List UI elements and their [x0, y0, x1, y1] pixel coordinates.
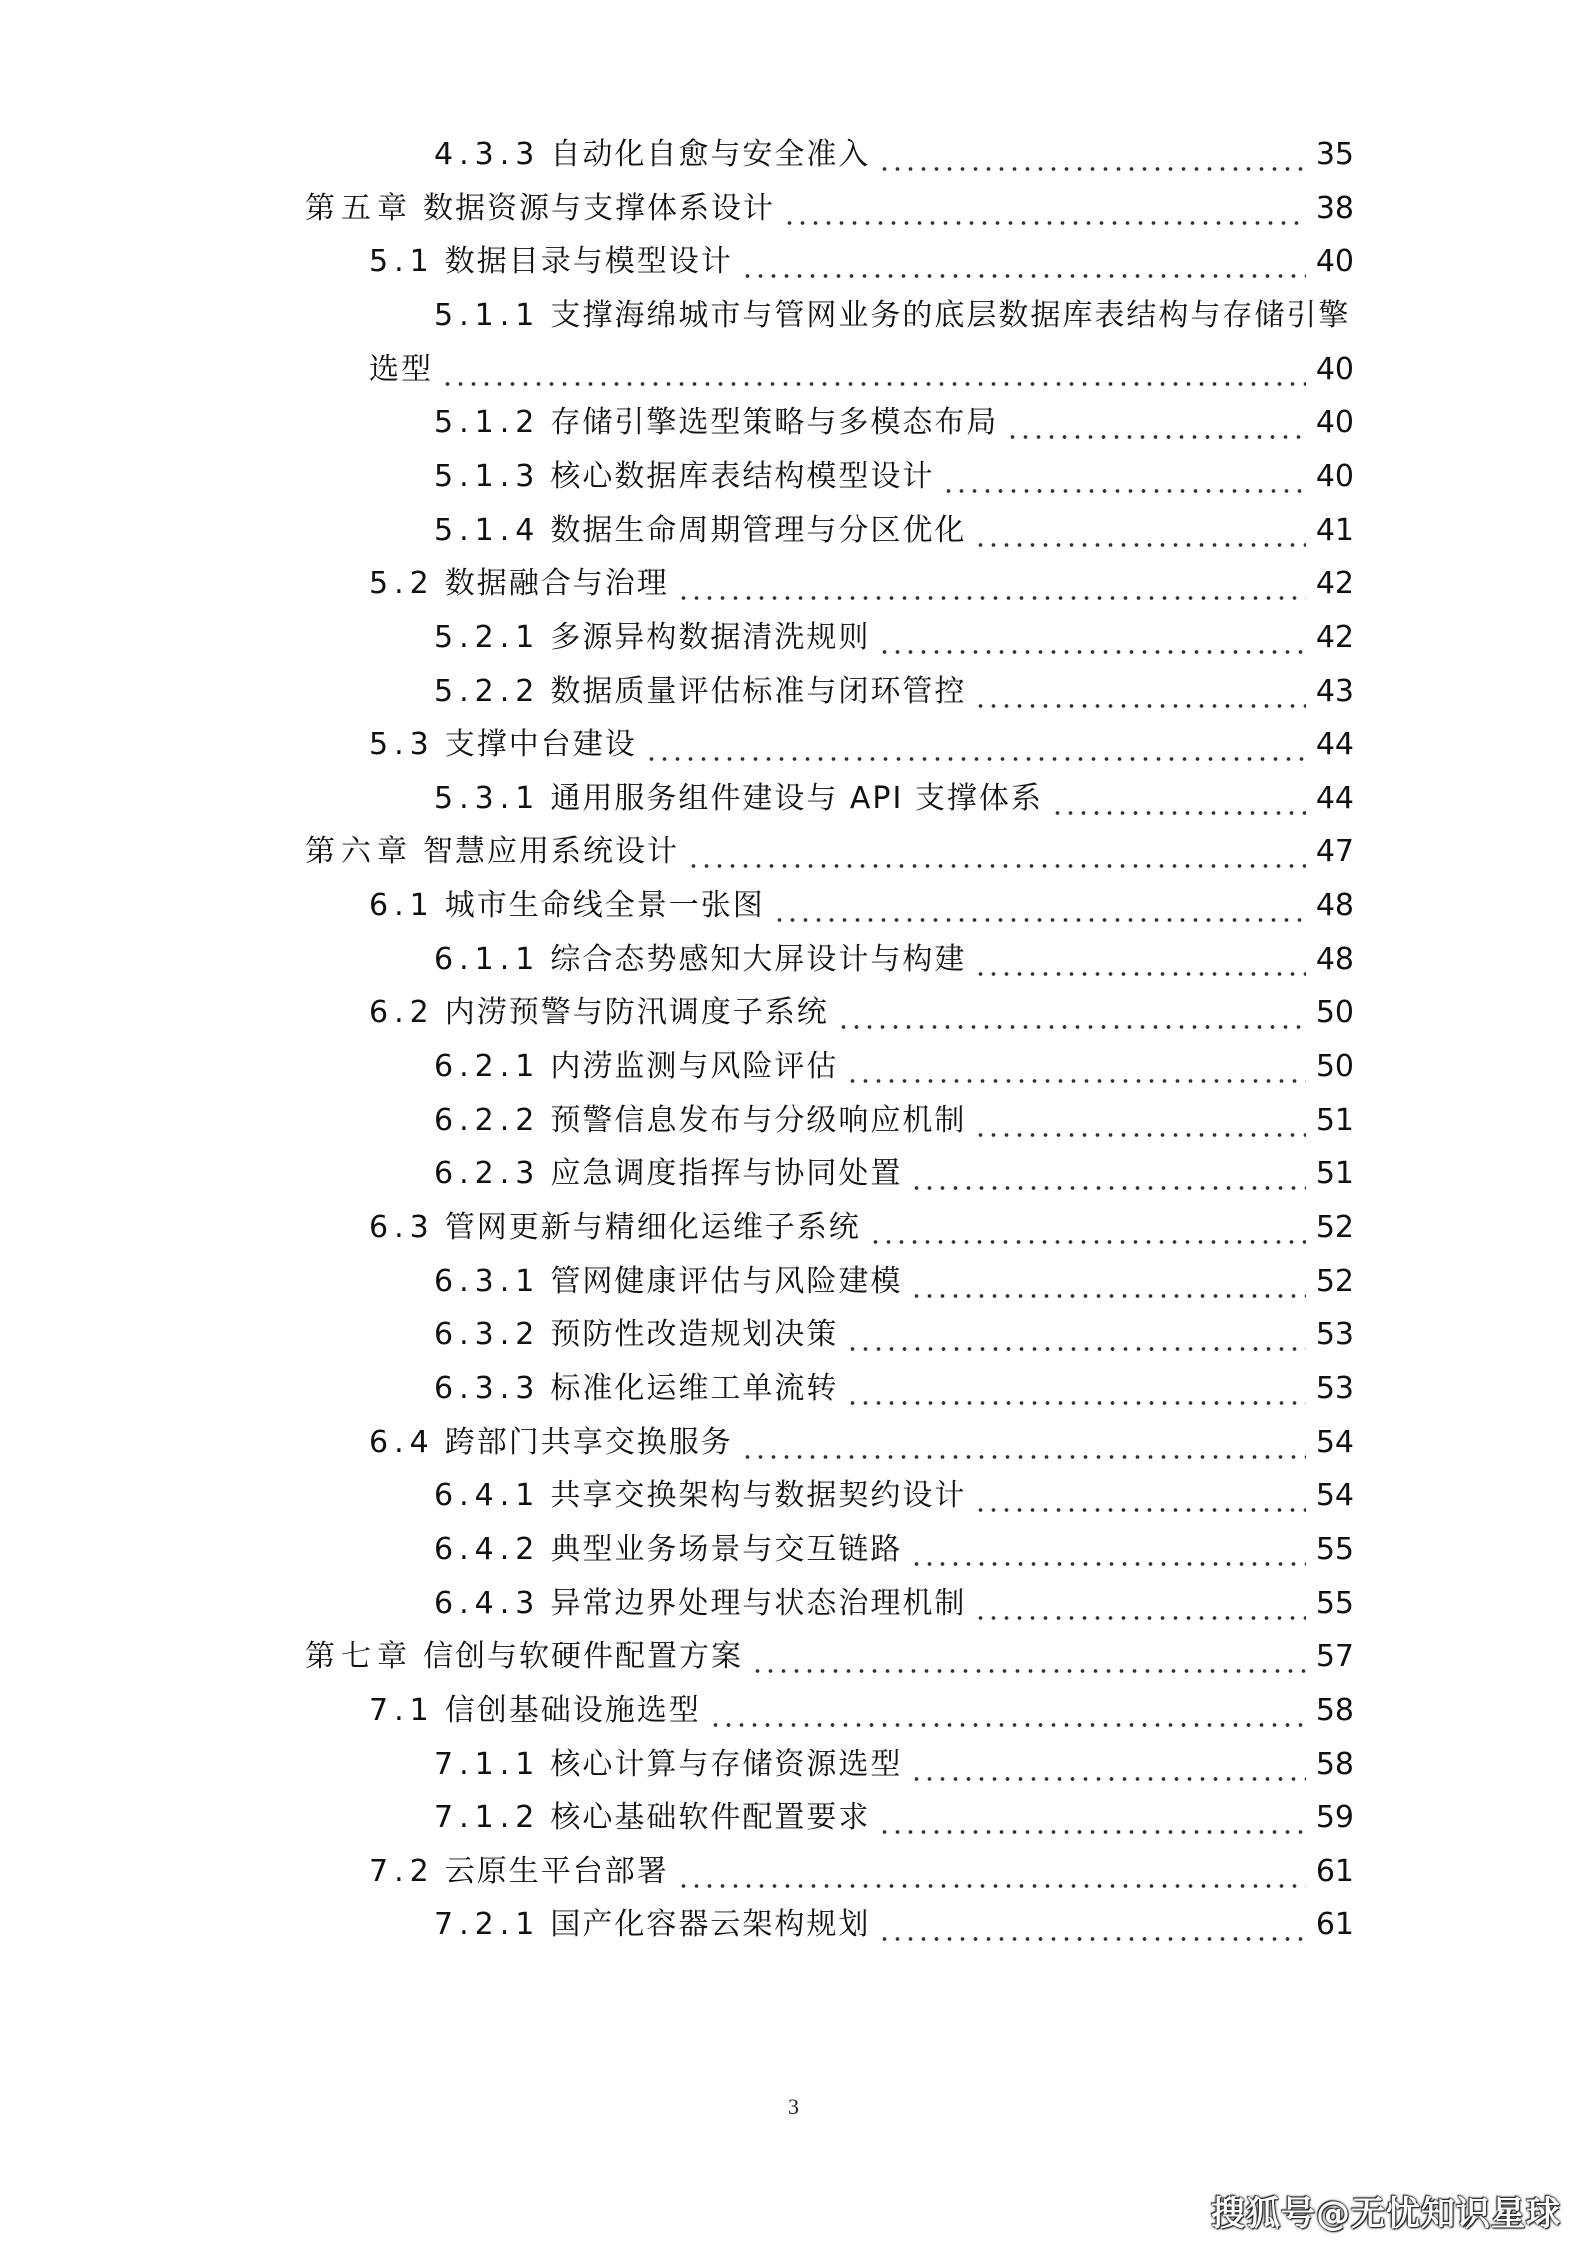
- toc-dot-leader: [878, 128, 1305, 182]
- toc-entry-number: 6.3.2: [434, 1317, 541, 1353]
- toc-dot-leader: [878, 1898, 1305, 1952]
- toc-entry-number: 5.1.3: [434, 458, 541, 494]
- toc-entry-title: 城市生命线全景一张图: [444, 888, 765, 924]
- toc-entry-number: 6.2.2: [434, 1102, 541, 1138]
- toc-dot-leader: [709, 1684, 1306, 1738]
- toc-entry[interactable]: [0, 128, 1587, 182]
- toc-entry-page: 41: [1315, 512, 1354, 548]
- toc-entry-line: [369, 1684, 1354, 1738]
- toc-entry[interactable]: [0, 1362, 1587, 1416]
- toc-entry-title: 智慧应用系统设计: [423, 834, 679, 870]
- toc-entry-title: 核心基础软件配置要求: [550, 1800, 871, 1836]
- toc-entry-number: 5.1.4: [434, 512, 541, 548]
- toc-dot-leader: [677, 557, 1306, 611]
- toc-entry-title: 自动化自愈与安全准入: [550, 137, 871, 172]
- toc-dot-leader: [942, 450, 1305, 504]
- toc-entry[interactable]: [0, 1094, 1587, 1148]
- toc-entry[interactable]: [0, 1255, 1587, 1309]
- toc-entry-line: [434, 396, 1354, 450]
- toc-entry-title: 管网健康评估与风险建模: [550, 1263, 903, 1299]
- toc-entry[interactable]: [0, 1523, 1587, 1577]
- toc-entry[interactable]: [0, 1738, 1587, 1792]
- toc-entry-number: 6.4.1: [434, 1478, 541, 1514]
- toc-entry[interactable]: [0, 718, 1587, 772]
- toc-entry-line: [434, 665, 1354, 719]
- toc-entry-line: [434, 1094, 1354, 1148]
- toc-entry-line: [434, 1738, 1354, 1792]
- toc-entry-line: [369, 718, 1354, 772]
- toc-entry-page: 40: [1315, 405, 1354, 441]
- toc-dot-leader: [741, 1416, 1306, 1470]
- toc-dot-leader: [974, 665, 1305, 719]
- toc-entry-number: 5.1.1: [434, 297, 541, 333]
- toc-entry-title: 云原生平台部署: [444, 1853, 669, 1889]
- toc-entry-number: 6.2: [369, 995, 435, 1031]
- toc-entry-page: 35: [1315, 137, 1354, 172]
- toc-entry-number: 7.2.1: [434, 1907, 541, 1943]
- toc-entry-line: [305, 825, 1354, 879]
- toc-dot-leader: [687, 825, 1306, 879]
- toc-entry-page: 55: [1315, 1585, 1354, 1621]
- toc-entry-title: 数据生命周期管理与分区优化: [550, 512, 967, 548]
- toc-entry-line: [434, 128, 1354, 182]
- toc-entry-page: 61: [1315, 1907, 1354, 1943]
- toc-entry-line: [369, 1201, 1354, 1255]
- toc-entry-line: [434, 1040, 1354, 1094]
- toc-entry[interactable]: [0, 557, 1587, 611]
- toc-entry-line: [369, 986, 1354, 1040]
- toc-entry-title: 标准化运维工单流转: [550, 1370, 839, 1406]
- toc-entry[interactable]: [0, 1684, 1587, 1738]
- toc-entry-title: 预防性改造规划决策: [550, 1317, 839, 1353]
- toc-entry-line: [434, 772, 1354, 826]
- toc-entry-line: [434, 504, 1354, 558]
- toc-entry-page: 53: [1315, 1317, 1354, 1353]
- toc-entry-title: 数据质量评估标准与闭环管控: [550, 673, 967, 709]
- toc-entry-line: [369, 1416, 1354, 1470]
- toc-entry-number: 6.1.1: [434, 941, 541, 977]
- toc-entry-page: 42: [1315, 566, 1354, 602]
- toc-dot-leader: [878, 611, 1305, 665]
- toc-entry[interactable]: [0, 1308, 1587, 1362]
- toc-dot-leader: [910, 1255, 1305, 1309]
- toc-entry-title: 存储引擎选型策略与多模态布局: [550, 405, 999, 441]
- toc-entry-number: 6.2.1: [434, 1049, 541, 1085]
- toc-entry[interactable]: [0, 879, 1587, 933]
- toc-entry-page: 44: [1315, 780, 1354, 816]
- toc-dot-leader: [441, 343, 1306, 397]
- toc-dot-leader: [846, 1308, 1305, 1362]
- toc-entry[interactable]: [0, 1469, 1587, 1523]
- toc-entry-title: 多源异构数据清洗规则: [550, 619, 871, 655]
- toc-entry[interactable]: [0, 504, 1587, 558]
- toc-entry-page: 38: [1315, 190, 1354, 226]
- toc-entry-title: 通用服务组件建设与 API 支撑体系: [550, 780, 1043, 816]
- toc-entry-page: 53: [1315, 1370, 1354, 1406]
- toc-entry[interactable]: [0, 1577, 1587, 1631]
- toc-entry-page: 42: [1315, 619, 1354, 655]
- toc-entry-page: 57: [1315, 1639, 1354, 1675]
- watermark: 搜狐号@无忧知识星球: [1211, 2194, 1561, 2234]
- toc-dot-leader: [974, 1577, 1305, 1631]
- toc-entry-number: 7.1.2: [434, 1800, 541, 1836]
- toc-entry-line: [434, 933, 1354, 987]
- toc-dot-leader: [869, 1201, 1306, 1255]
- toc-entry-number: 6.2.3: [434, 1156, 541, 1192]
- toc-entry-number: 6.4.2: [434, 1531, 541, 1567]
- toc-entry-title: 支撑中台建设: [444, 727, 637, 763]
- toc-entry[interactable]: [0, 1898, 1587, 1952]
- toc-dot-leader: [846, 1040, 1305, 1094]
- toc-entry-number: 5.2.1: [434, 619, 541, 655]
- toc-entry[interactable]: [0, 1845, 1587, 1899]
- toc-entry-line: [434, 450, 1354, 504]
- toc-entry-title: 典型业务场景与交互链路: [550, 1531, 903, 1567]
- toc-entry-page: 55: [1315, 1531, 1354, 1567]
- toc-dot-leader: [1006, 396, 1305, 450]
- toc-dot-leader: [773, 879, 1306, 933]
- toc-entry[interactable]: [0, 665, 1587, 719]
- toc-entry-title: 信创基础设施选型: [444, 1692, 701, 1728]
- toc-dot-leader: [846, 1362, 1305, 1416]
- toc-entry-line: [434, 1308, 1354, 1362]
- toc-dot-leader: [910, 1147, 1305, 1201]
- toc-entry[interactable]: [0, 772, 1587, 826]
- toc-entry-number: 6.3: [369, 1210, 435, 1245]
- toc-entry-line: [434, 1469, 1354, 1523]
- toc-entry-title: 数据资源与支撑体系设计: [423, 190, 775, 226]
- toc-dot-leader: [974, 933, 1305, 987]
- toc-entry-number: 4.3.3: [434, 137, 541, 172]
- toc-entry-page: 48: [1315, 888, 1354, 924]
- toc-entry-number: 第五章: [305, 190, 413, 226]
- toc-dot-leader: [974, 504, 1305, 558]
- toc-dot-leader: [974, 1094, 1305, 1148]
- toc-dot-leader: [878, 1791, 1305, 1845]
- toc-entry-line: [305, 1630, 1354, 1684]
- toc-entry-line: [434, 1523, 1354, 1577]
- toc-entry[interactable]: [0, 396, 1587, 450]
- toc-entry-number: 5.1.2: [434, 405, 541, 441]
- toc-entry-line: [369, 235, 1354, 289]
- toc-entry[interactable]: [0, 611, 1587, 665]
- toc-entry-title: 核心数据库表结构模型设计: [550, 458, 935, 494]
- toc-entry-page: 44: [1315, 727, 1354, 763]
- toc-entry[interactable]: [0, 1147, 1587, 1201]
- toc-entry-page: 50: [1315, 995, 1354, 1031]
- toc-entry-line: [369, 1845, 1354, 1899]
- toc-entry-title: 共享交换架构与数据契约设计: [550, 1478, 967, 1514]
- toc-entry-page: 51: [1315, 1156, 1354, 1192]
- toc-entry-page: 52: [1315, 1210, 1354, 1245]
- toc-dot-leader: [910, 1523, 1305, 1577]
- toc-entry-title: 异常边界处理与状态治理机制: [550, 1585, 967, 1621]
- toc-entry[interactable]: [0, 933, 1587, 987]
- toc-entry-page: 61: [1315, 1853, 1354, 1889]
- page-number: 3: [788, 2094, 799, 2119]
- toc-entry-page: 50: [1315, 1049, 1354, 1085]
- toc-entry-number: 7.1.1: [434, 1746, 541, 1782]
- toc-dot-leader: [974, 1469, 1305, 1523]
- toc-entry-line: [434, 1362, 1354, 1416]
- toc-dot-leader: [751, 1630, 1306, 1684]
- toc-entry[interactable]: [0, 1791, 1587, 1845]
- toc-entry-number: 7.1: [369, 1692, 435, 1728]
- toc-entry-title: 国产化容器云架构规划: [550, 1907, 871, 1943]
- toc-entry[interactable]: [0, 1416, 1587, 1470]
- toc-entry-page: 47: [1315, 834, 1354, 870]
- toc-entry-number: 6.3.3: [434, 1370, 541, 1406]
- toc-dot-leader: [741, 235, 1306, 289]
- toc-entry-line: [369, 557, 1354, 611]
- toc-entry-number: 6.4.3: [434, 1585, 541, 1621]
- toc-entry-line: [434, 1791, 1354, 1845]
- toc-entry-line: [434, 289, 1354, 343]
- toc-entry-title: 管网更新与精细化运维子系统: [444, 1210, 861, 1245]
- toc-entry-title: 应急调度指挥与协同处置: [550, 1156, 903, 1192]
- toc-entry-line: [434, 611, 1354, 665]
- toc-entry-page: 54: [1315, 1478, 1354, 1514]
- toc-entry-title: 数据融合与治理: [444, 566, 669, 602]
- toc-entry-line: [369, 343, 1354, 397]
- toc-dot-leader: [837, 986, 1306, 1040]
- toc-entry-number: 5.1: [369, 244, 435, 280]
- toc-entry-number: 5.2: [369, 566, 435, 602]
- toc-dot-leader: [910, 1738, 1305, 1792]
- toc-entry[interactable]: [0, 289, 1587, 343]
- toc-entry-title: 支撑海绵城市与管网业务的底层数据库表结构与存储引擎: [550, 297, 1351, 333]
- toc-entry-page: 54: [1315, 1424, 1354, 1460]
- toc-entry[interactable]: [0, 343, 1587, 397]
- toc-entry-page: 51: [1315, 1102, 1354, 1138]
- toc-entry-title: 综合态势感知大屏设计与构建: [550, 941, 967, 977]
- toc-entry-title: 预警信息发布与分级响应机制: [550, 1102, 967, 1138]
- toc-entry[interactable]: [0, 1040, 1587, 1094]
- toc-dot-leader: [783, 182, 1306, 236]
- toc-entry-number: 5.2.2: [434, 673, 541, 709]
- toc-entry-number: 6.1: [369, 888, 435, 924]
- toc-entry-title: 信创与软硬件配置方案: [423, 1639, 743, 1675]
- toc-entry-number: 第六章: [305, 834, 413, 870]
- toc-entry-title: 数据目录与模型设计: [444, 244, 733, 280]
- toc-entry-title: 核心计算与存储资源选型: [550, 1746, 903, 1782]
- toc-entry[interactable]: [0, 235, 1587, 289]
- toc-entry[interactable]: [0, 182, 1587, 236]
- toc-entry-line: [434, 1255, 1354, 1309]
- toc-dot-leader: [1051, 772, 1306, 826]
- toc-entry-page: 59: [1315, 1800, 1354, 1836]
- toc-entry-number: 5.3: [369, 727, 435, 763]
- toc-entry[interactable]: [0, 1201, 1587, 1255]
- toc-entry[interactable]: [0, 450, 1587, 504]
- toc-entry-line: [305, 182, 1354, 236]
- toc-entry-line: [434, 1898, 1354, 1952]
- toc-dot-leader: [677, 1845, 1306, 1899]
- toc-entry[interactable]: [0, 1630, 1587, 1684]
- toc-entry-number: 7.2: [369, 1853, 435, 1889]
- toc-entry-page: 40: [1315, 351, 1354, 387]
- toc-entry-page: 52: [1315, 1263, 1354, 1299]
- toc-entry-page: 58: [1315, 1692, 1354, 1728]
- toc-entry-number: 5.3.1: [434, 780, 541, 816]
- toc-entry-line: [434, 1577, 1354, 1631]
- toc-entry[interactable]: [0, 825, 1587, 879]
- toc-entry-number: 第七章: [305, 1639, 413, 1675]
- toc-entry-line: [434, 1147, 1354, 1201]
- toc-entry[interactable]: [0, 986, 1587, 1040]
- toc-entry-number: 6.4: [369, 1424, 435, 1460]
- toc-entry-page: 40: [1315, 244, 1354, 280]
- toc-entry-page: 58: [1315, 1746, 1354, 1782]
- toc-entry-title: 跨部门共享交换服务: [444, 1424, 733, 1460]
- toc-entry-page: 40: [1315, 458, 1354, 494]
- toc-dot-leader: [645, 718, 1306, 772]
- toc-entry-title: 内涝监测与风险评估: [550, 1049, 839, 1085]
- toc-entry-line: [369, 879, 1354, 933]
- toc-entry-title: 内涝预警与防汛调度子系统: [444, 995, 829, 1031]
- toc-entry-title: 选型: [369, 351, 433, 387]
- toc-entry-number: 6.3.1: [434, 1263, 541, 1299]
- toc-entry-page: 43: [1315, 673, 1354, 709]
- toc-entry-page: 48: [1315, 941, 1354, 977]
